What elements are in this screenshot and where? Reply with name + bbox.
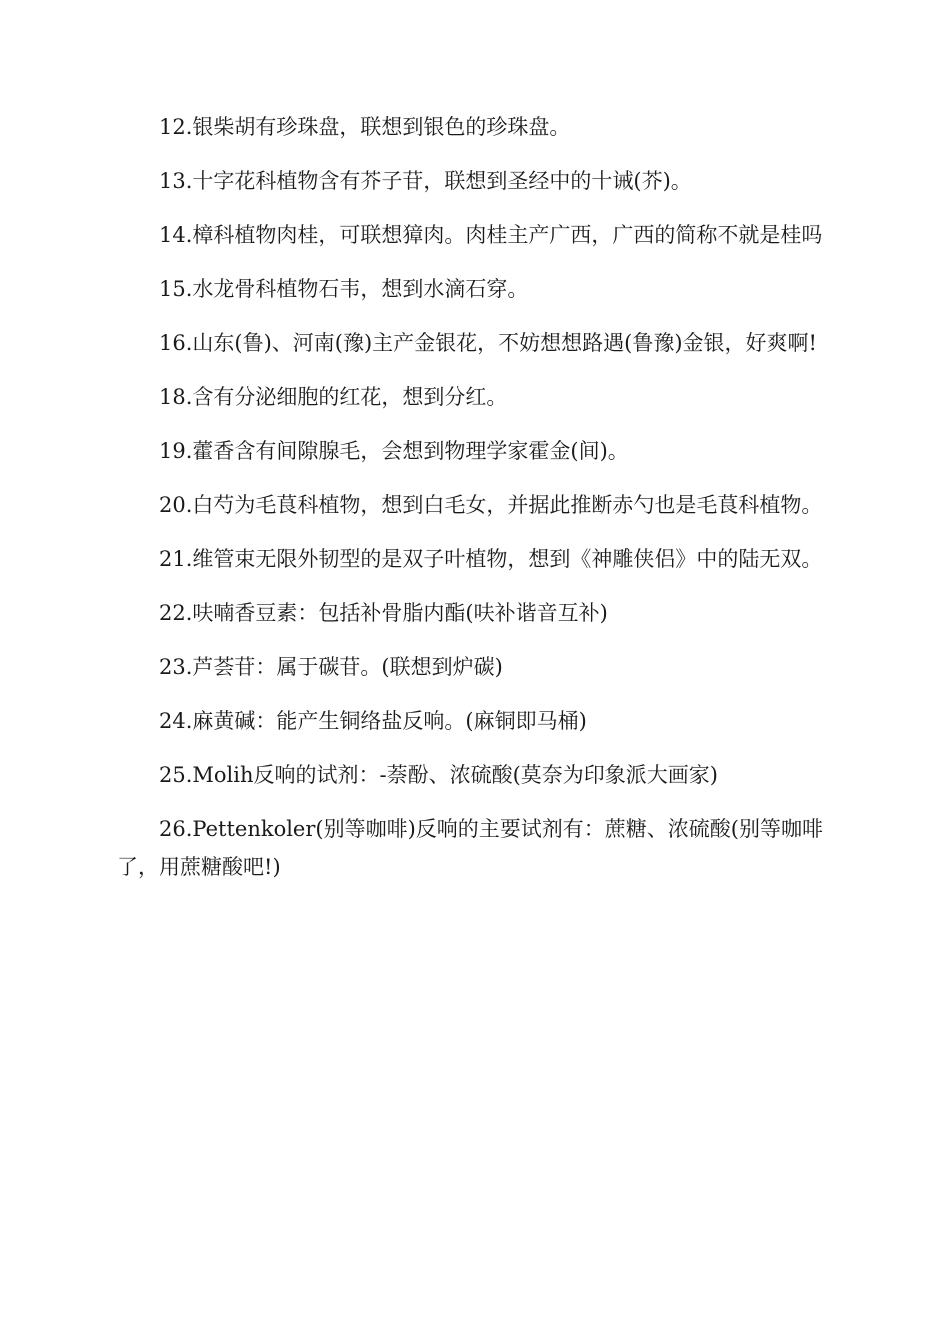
- paragraph-16: 16.山东(鲁)、河南(豫)主产金银花，不妨想想路遇(鲁豫)金银，好爽啊!: [159, 331, 817, 355]
- paragraph-14: 14.樟科植物肉桂，可联想獐肉。肉桂主产广西，广西的简称不就是桂吗: [159, 223, 823, 247]
- paragraph-22: 22.呋喃香豆素：包括补骨脂内酯(呋补谐音互补): [159, 601, 608, 625]
- paragraph-13: 13.十字花科植物含有芥子苷，联想到圣经中的十诫(芥)。: [159, 169, 692, 193]
- paragraph-24: 24.麻黄碱：能产生铜络盐反响。(麻铜即马桶): [159, 709, 587, 733]
- paragraph-26: 26.Pettenkoler(别等咖啡)反响的主要试剂有：蔗糖、浓硫酸(别等咖啡了，用蔗糖酸吧!): [117, 817, 823, 879]
- document-body: [117, 108, 823, 902]
- paragraph-23: 23.芦荟苷：属于碳苷。(联想到炉碳): [159, 655, 503, 679]
- paragraph-20: 20.白芍为毛茛科植物，想到白毛女，并据此推断赤勺也是毛茛科植物。: [159, 493, 823, 517]
- paragraph-12: 12.银柴胡有珍珠盘，联想到银色的珍珠盘。: [159, 115, 571, 139]
- paragraph-21: 21.维管束无限外韧型的是双子叶植物，想到《神雕侠侣》中的陆无双。: [159, 547, 823, 571]
- paragraph-25: 25.Molih反响的试剂：-萘酚、浓硫酸(莫奈为印象派大画家): [159, 763, 718, 787]
- paragraph-18: 18.含有分泌细胞的红花，想到分红。: [159, 385, 508, 409]
- paragraph-15: 15.水龙骨科植物石韦，想到水滴石穿。: [159, 277, 529, 301]
- paragraph-19: 19.藿香含有间隙腺毛，会想到物理学家霍金(间)。: [159, 439, 629, 463]
